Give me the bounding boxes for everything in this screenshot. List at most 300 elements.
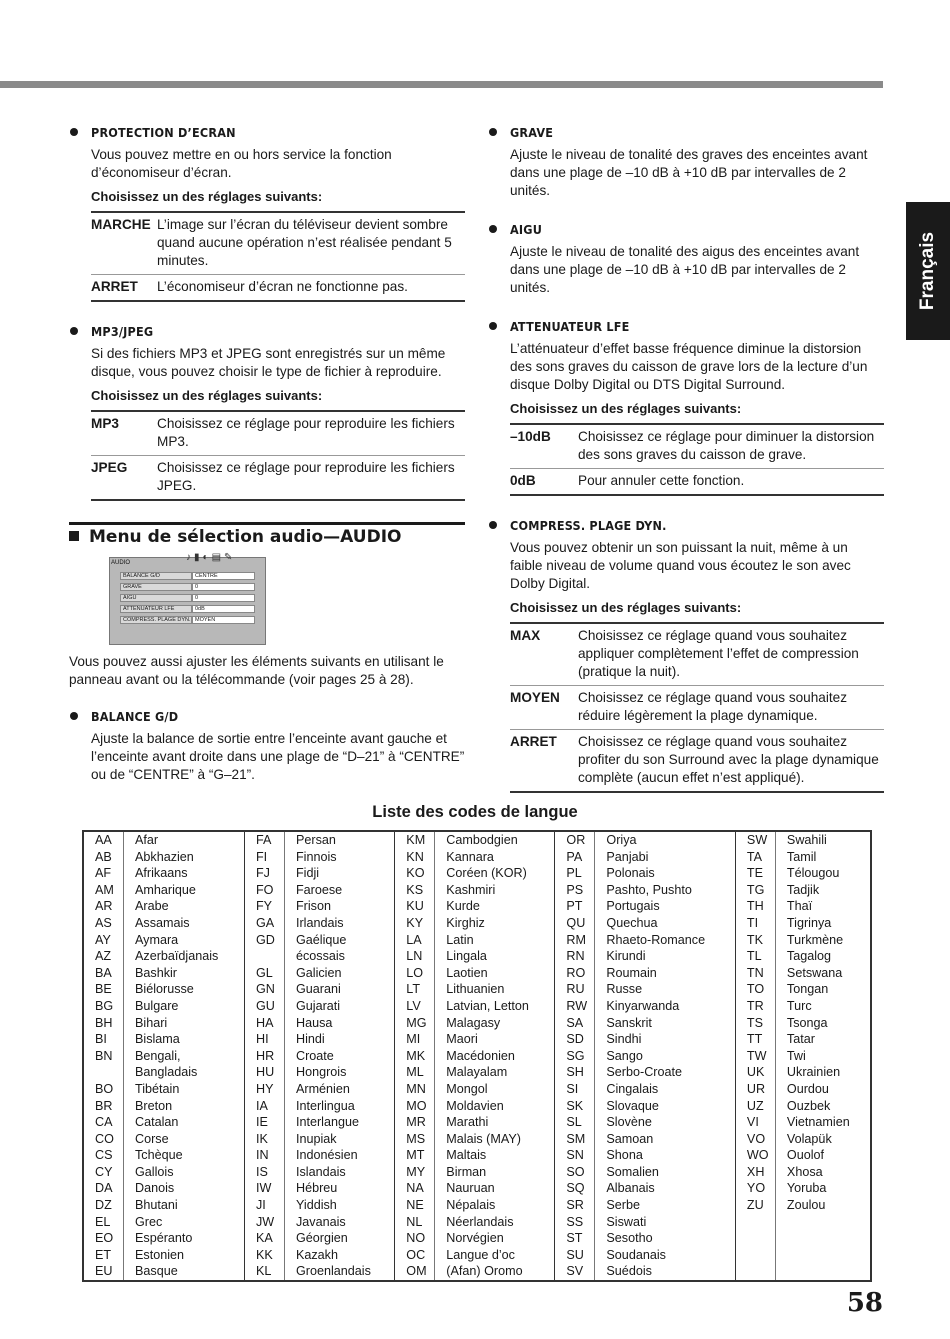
language-row [83,849,871,866]
language-name: Breton [124,1098,245,1115]
mp3-choose: Choisissez un des réglages suivants: [91,388,323,403]
language-code: GN [244,981,284,998]
language-name: Basque [124,1263,245,1281]
language-code: KM [395,831,435,849]
language-code: TR [735,998,775,1015]
language-name: Xhosa [775,1164,871,1181]
language-code: IA [244,1098,284,1115]
lfe-choose: Choisissez un des réglages suivants: [510,401,742,416]
language-name: Russe [595,981,736,998]
language-name: Ourdou [775,1081,871,1098]
language-row [83,1048,871,1065]
language-code: PL [555,865,595,882]
language-name: Amharique [124,882,245,899]
language-name: Malayalam [435,1064,555,1081]
section-lfe [488,319,884,496]
language-name: Faroese [284,882,394,899]
language-code: BG [95,998,114,1013]
language-name: Portugais [595,898,736,915]
language-code: AR [95,899,113,914]
language-row [83,965,871,982]
section-aigu [488,222,884,297]
balance-text: Ajuste la balance de sortie entre l’enceinte avant gauche et l’enceinte avant droite dans une plage de “D–21” à “CENTRE” ou de “CENTRE” à “G–21”. [91,731,465,782]
language-code: JI [244,1197,284,1214]
language-name: Marathi [435,1114,555,1131]
language-name: Indonésien [284,1147,394,1164]
option-key: ARRET [91,275,157,302]
language-name [775,1230,871,1247]
language-name: Guarani [284,981,394,998]
speaker-icon: ♪ [186,552,191,563]
language-name: Croate [284,1048,394,1065]
language-code: DZ [95,1198,112,1213]
language-name: Swahili [775,831,871,849]
language-name: Shona [595,1147,736,1164]
language-code: MN [395,1081,435,1098]
language-code: FO [244,882,284,899]
language-name: Groenlandais [284,1263,394,1281]
language-name: Hindi [284,1031,394,1048]
language-code: SO [555,1164,595,1181]
language-name: Javanais [284,1214,394,1231]
language-name: Népalais [435,1197,555,1214]
language-code [735,1247,775,1264]
language-code: AA [95,833,112,847]
language-name: Bashkir [124,965,245,982]
language-code: TT [735,1031,775,1048]
language-row [83,998,871,1015]
language-code: CA [95,1115,113,1130]
option-key: 0dB [510,469,578,496]
language-row [83,1147,871,1164]
language-code [83,1064,124,1081]
language-code: KK [244,1247,284,1264]
language-name: Quechua [595,915,736,932]
language-name: Bulgare [124,998,245,1015]
language-name: Moldavien [435,1098,555,1115]
language-code: SA [555,1015,595,1032]
language-code: IW [244,1180,284,1197]
language-name: Arabe [124,898,245,915]
compress-text: Vous pouvez obtenir un son puissant la nuit, même à un faible niveau de volume quand vous écoutez le son avec Dolby Digital. [510,540,851,591]
language-code: NA [395,1180,435,1197]
language-code: OR [555,831,595,849]
language-code: SU [555,1247,595,1264]
language-code: PA [555,849,595,866]
language-name: Somalien [595,1164,736,1181]
audio-osd-screenshot [109,552,266,645]
language-name: Turkmène [775,932,871,949]
option-row [91,212,465,275]
language-code: RN [555,948,595,965]
language-code: AF [95,866,112,881]
language-code: TE [735,865,775,882]
language-code: KL [244,1263,284,1281]
language-code: CS [95,1148,113,1163]
language-name: Ukrainien [775,1064,871,1081]
right-column [488,125,884,793]
language-name: Twi [775,1048,871,1065]
option-desc: Pour annuler cette fonction. [578,469,884,496]
language-name: Estonien [124,1247,245,1264]
language-codes-table [82,830,872,1282]
language-code: TA [735,849,775,866]
language-name: Oriya [595,831,736,849]
language-name: Sindhi [595,1031,736,1048]
language-name: Inupiak [284,1131,394,1148]
language-name: Tagalog [775,948,871,965]
language-name: Tamil [775,849,871,866]
language-code: LA [395,932,435,949]
language-name: Polonais [595,865,736,882]
language-name: Siswati [595,1214,736,1231]
language-code: MR [395,1114,435,1131]
option-desc: L’image sur l’écran du téléviseur devient sombre quand aucune opération n’est réalisée pendant 5 minutes. [157,217,452,268]
audio-menu-title: Menu de sélection audio—AUDIO [69,522,465,547]
language-code: BA [95,965,112,980]
language-name: Lithuanien [435,981,555,998]
language-name: Setswana [775,965,871,982]
language-code: CO [95,1131,114,1146]
language-name: Interlingua [284,1098,394,1115]
language-name: Volapük [775,1131,871,1148]
osd-row: GRAVE 0 [120,583,255,591]
osd-icon-strip [186,552,232,563]
option-key: MOYEN [510,686,578,730]
language-code: SW [735,831,775,849]
language-code: OM [395,1263,435,1281]
language-code: IN [244,1147,284,1164]
language-name: Danois [124,1180,245,1197]
language-name: Coréen (KOR) [435,865,555,882]
language-code: SM [555,1131,595,1148]
language-name: Persan [284,831,394,849]
language-name: Ouolof [775,1147,871,1164]
protection-options-table [91,211,465,302]
language-code: EL [95,1214,111,1229]
language-name: Frison [284,898,394,915]
option-row [91,456,465,501]
language-name: Rhaeto-Romance [595,932,736,949]
language-row [83,981,871,998]
language-name: Afrikaans [124,865,245,882]
language-code [735,1263,775,1281]
language-code: KU [395,898,435,915]
language-code: TH [735,898,775,915]
language-code: MY [395,1164,435,1181]
language-name: Géorgien [284,1230,394,1247]
mp3-heading: MP3/JPEG [69,324,465,339]
language-code: RU [555,981,595,998]
language-name: Albanais [595,1180,736,1197]
language-code: YO [735,1180,775,1197]
language-code: RW [555,998,595,1015]
language-row [83,915,871,932]
section-compress [488,518,884,793]
language-code: ST [555,1230,595,1247]
language-code: MT [395,1147,435,1164]
language-row [83,1131,871,1148]
compress-options-table [510,622,884,793]
mp3-options-table [91,410,465,501]
language-code: AS [95,915,112,930]
language-name: Serbo-Croate [595,1064,736,1081]
language-name: Latvian, Letton [435,998,555,1015]
language-name: Bengali, [124,1048,245,1065]
option-key: MAX [510,628,541,643]
balance-heading: BALANCE G/D [69,709,465,724]
language-code: MG [395,1015,435,1032]
language-name: Gujarati [284,998,394,1015]
language-code: QU [555,915,595,932]
language-name: Afar [124,831,245,849]
language-code: SR [555,1197,595,1214]
option-desc: Choisissez ce réglage pour reproduire les fichiers JPEG. [157,456,465,501]
language-row [83,932,871,949]
language-row [83,948,871,965]
grave-text: Ajuste le niveau de tonalité des graves des enceintes avant dans une plage de –10 dB à +10 dB par intervalles de 2 unités. [510,147,868,198]
language-code: LV [395,998,435,1015]
language-code: EU [95,1264,113,1279]
language-name: Slovaque [595,1098,736,1115]
language-code: DA [95,1181,113,1196]
option-row [91,275,465,302]
language-code: NO [395,1230,435,1247]
language-name: Arménien [284,1081,394,1098]
language-code: VI [735,1114,775,1131]
language-row [83,1064,871,1081]
language-code: EO [95,1231,114,1246]
language-code [735,1230,775,1247]
language-row [83,831,871,849]
section-mp3 [69,324,465,501]
language-code: KA [244,1230,284,1247]
language-name: Samoan [595,1131,736,1148]
language-row [83,1031,871,1048]
language-name: Bhutani [124,1197,245,1214]
language-name: Tadjik [775,882,871,899]
language-name: Tigrinya [775,915,871,932]
language-name: Abkhazien [124,849,245,866]
option-desc: Choisissez ce réglage quand vous souhaitez réduire légèrement la plage dynamique. [578,686,884,730]
language-name: Serbe [595,1197,736,1214]
option-desc: Choisissez ce réglage quand vous souhaitez appliquer complètement l’effet de compression (pratique la nuit). [578,628,859,679]
mp3-text: Si des fichiers MP3 et JPEG sont enregistrés sur un même disque, vous pouvez choisir le type de fichier à reproduire. [91,346,446,379]
language-code: PS [555,882,595,899]
language-name: Gaélique [284,932,394,949]
language-name: Grec [124,1214,245,1231]
option-row [510,623,884,686]
language-code: SL [555,1114,595,1131]
language-name: Aymara [124,932,245,949]
language-code: TS [735,1015,775,1032]
language-code: HI [244,1031,284,1048]
language-name: Corse [124,1131,245,1148]
language-codes-title: Liste des codes de langue [372,803,578,821]
language-code: WO [735,1147,775,1164]
language-row [83,898,871,915]
language-name: Télougou [775,865,871,882]
language-name: Hausa [284,1015,394,1032]
osd-header: AUDIO [111,560,131,566]
language-code: AY [95,932,111,947]
language-name: Slovène [595,1114,736,1131]
language-row [83,1197,871,1214]
protection-heading: PROTECTION D’ECRAN [69,125,465,140]
language-name: Suédois [595,1263,736,1281]
language-code: NE [395,1197,435,1214]
language-name: Lingala [435,948,555,965]
audio-intro: Vous pouvez aussi ajuster les éléments suivants en utilisant le panneau avant ou la télécommande (voir pages 25 à 28). [69,654,444,687]
language-code: SQ [555,1180,595,1197]
language-code: LT [395,981,435,998]
language-code: BR [95,1098,113,1113]
language-name: Assamais [124,915,245,932]
aigu-heading: AIGU [488,222,884,237]
language-name: Tongan [775,981,871,998]
language-row [83,865,871,882]
language-row [83,1164,871,1181]
language-name: Cingalais [595,1081,736,1098]
language-name: Maori [435,1031,555,1048]
language-code: KN [395,849,435,866]
language-code: FJ [244,865,284,882]
language-name: Sesotho [595,1230,736,1247]
compress-heading: COMPRESS. PLAGE DYN. [488,518,884,533]
language-code: BH [95,1015,113,1030]
protection-choose: Choisissez un des réglages suivants: [91,189,323,204]
language-code: ZU [735,1197,775,1214]
language-code: UZ [735,1098,775,1115]
language-name: Kirundi [595,948,736,965]
language-code: BI [95,1032,107,1047]
section-grave [488,125,884,200]
language-name: Turc [775,998,871,1015]
option-desc: Choisissez ce réglage pour diminuer la distorsion des sons graves du caisson de grave. [578,429,875,462]
lfe-text: L’atténuateur d’effet basse fréquence diminue la distorsion des sons graves du caisson de grave lors de la lecture d’un disque Dolby Digital ou DTS Digital Surround. [510,341,868,392]
language-row [83,1214,871,1231]
language-side-tab: Français [906,202,950,340]
language-name: Biélorusse [124,981,245,998]
language-row [83,1247,871,1264]
language-name: Panjabi [595,849,736,866]
language-name: Bangladais [124,1064,245,1081]
language-code: SS [555,1214,595,1231]
language-code: RM [555,932,595,949]
language-name: Bislama [124,1031,245,1048]
language-code: FA [244,831,284,849]
language-code: TG [735,882,775,899]
language-code: IS [244,1164,284,1181]
option-desc: Choisissez ce réglage pour reproduire les fichiers MP3. [157,416,455,449]
language-code: XH [735,1164,775,1181]
osd-row: BALANCE G/D CENTRE [120,572,255,580]
language-code: TN [735,965,775,982]
language-name: Tchèque [124,1147,245,1164]
language-name [775,1263,871,1281]
language-row [83,1015,871,1032]
square-bullet-icon [69,531,79,541]
language-code: SD [555,1031,595,1048]
language-name [775,1247,871,1264]
language-name: Roumain [595,965,736,982]
language-code: BE [95,982,112,997]
language-name: Tsonga [775,1015,871,1032]
language-row [83,1230,871,1247]
language-row [83,882,871,899]
language-name: Interlangue [284,1114,394,1131]
language-name: Maltais [435,1147,555,1164]
language-name: Hébreu [284,1180,394,1197]
language-name: Kashmiri [435,882,555,899]
folder-icon: ▤ [211,552,222,563]
language-name: Latin [435,932,555,949]
language-code: AB [95,849,112,864]
lfe-heading: ATTENUATEUR LFE [488,319,884,334]
language-name: Nauruan [435,1180,555,1197]
language-name: Sanskrit [595,1015,736,1032]
section-balance [69,709,465,790]
language-name: Malais (MAY) [435,1131,555,1148]
language-name: Kazakh [284,1247,394,1264]
language-name: Kirghiz [435,915,555,932]
language-name: Birman [435,1164,555,1181]
option-row [510,686,884,730]
language-name: écossais [284,948,394,965]
option-row [510,424,884,469]
language-name: Pashto, Pushto [595,882,736,899]
language-name [775,1214,871,1231]
section-protection [69,125,465,302]
language-code: TK [735,932,775,949]
language-name: Gallois [124,1164,245,1181]
top-rule [0,81,883,88]
language-name: Hongrois [284,1064,394,1081]
language-code: SG [555,1048,595,1065]
language-name: Thaï [775,898,871,915]
language-row [83,1098,871,1115]
language-code: LN [395,948,435,965]
option-desc: Choisissez ce réglage quand vous souhaitez profiter du son Surround avec la plage dynamique complète (aucun effet n’est appliqué). [578,730,884,793]
option-row [510,730,884,793]
language-name: Vietnamien [775,1114,871,1131]
language-code: KS [395,882,435,899]
language-name: Islandais [284,1164,394,1181]
language-name: Azerbaïdjanais [124,948,245,965]
language-code: GA [244,915,284,932]
language-code: VO [735,1131,775,1148]
language-name: Norvégien [435,1230,555,1247]
option-row [510,469,884,496]
language-code: OC [395,1247,435,1264]
option-desc: L’économiseur d’écran ne fonctionne pas. [157,275,465,302]
option-key: MP3 [91,416,119,431]
language-name: Yiddish [284,1197,394,1214]
language-row [83,1180,871,1197]
language-name: Kannara [435,849,555,866]
language-name: Tatar [775,1031,871,1048]
protection-text: Vous pouvez mettre en ou hors service la fonction d’économiseur d’écran. [91,147,392,180]
osd-row: COMPRESS. PLAGE DYN. MOYEN [120,616,255,624]
language-row [83,1114,871,1131]
language-code: BN [95,1048,113,1063]
language-code: MK [395,1048,435,1065]
option-key: JPEG [91,456,157,501]
language-name: Langue d’oc [435,1247,555,1264]
language-code: FI [244,849,284,866]
language-code: HY [244,1081,284,1098]
page-number: 58 [846,1288,883,1318]
